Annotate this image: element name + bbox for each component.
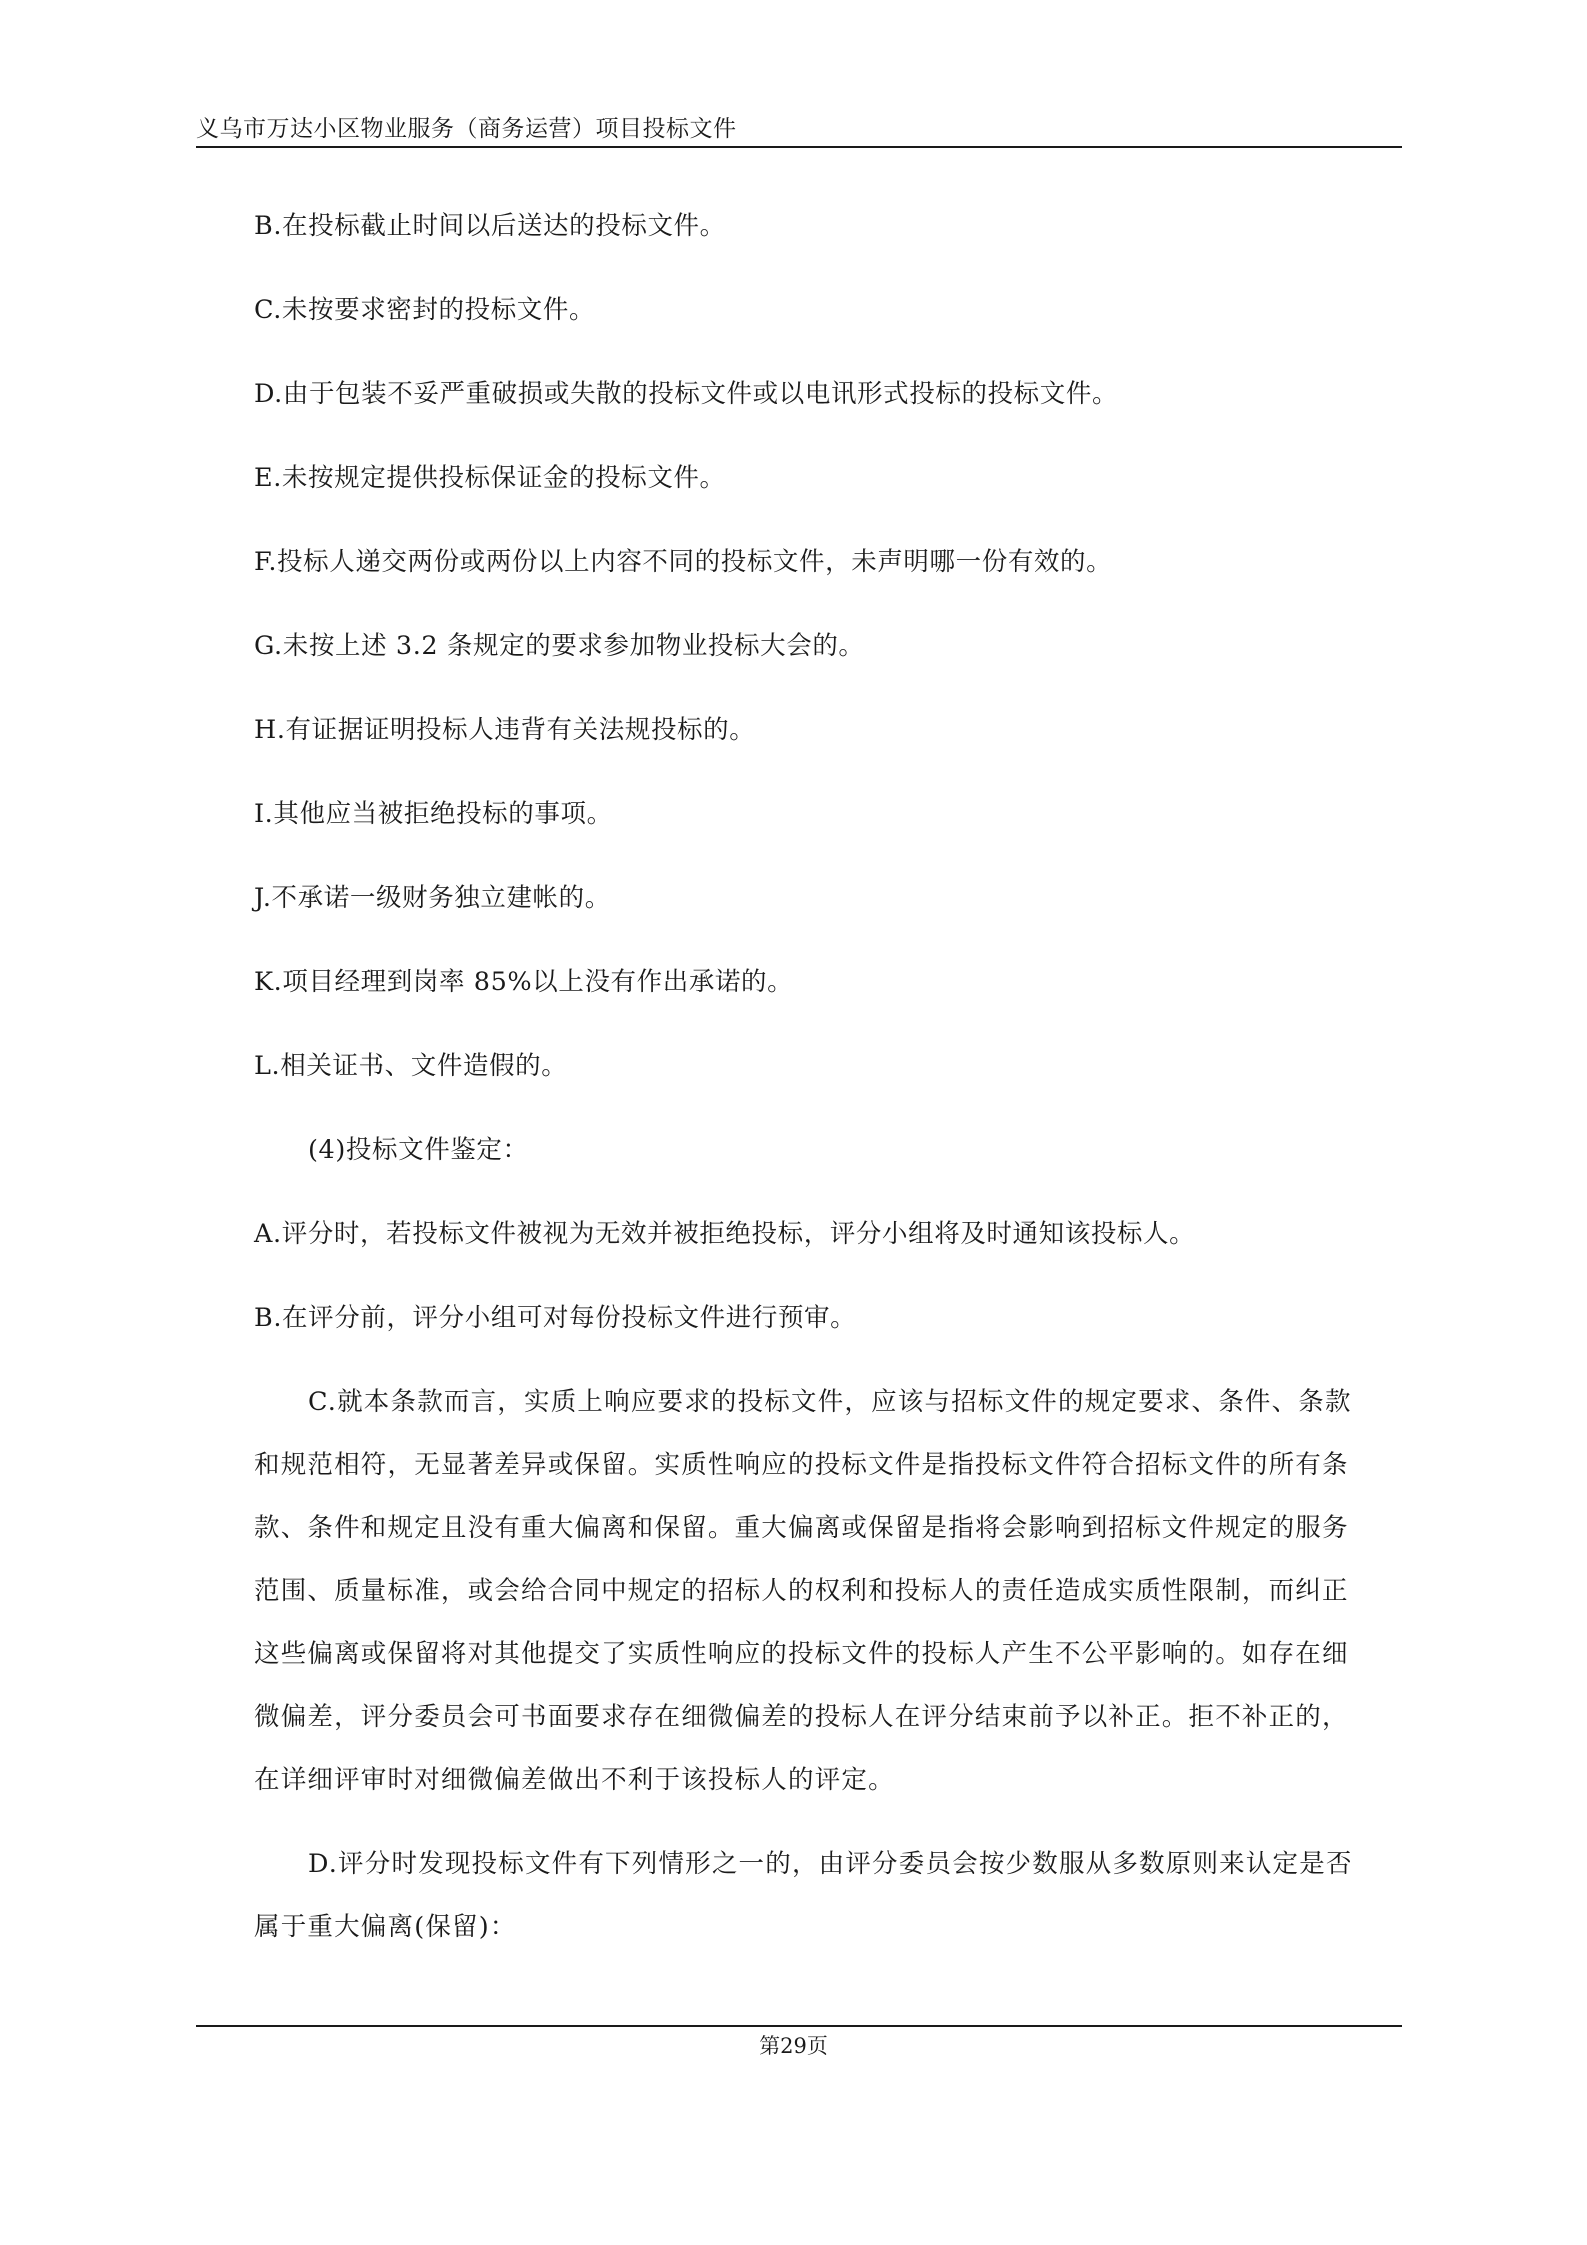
list-item: A.评分时，若投标文件被视为无效并被拒绝投标，评分小组将及时通知该投标人。 (254, 1219, 1196, 1249)
header-title: 义乌市万达小区物业服务（商务运营）项目投标文件 (196, 116, 737, 142)
list-item: L.相关证书、文件造假的。 (254, 1051, 568, 1081)
paragraph-line: 属于重大偏离(保留)： (254, 1912, 517, 1942)
list-item: F.投标人递交两份或两份以上内容不同的投标文件，未声明哪一份有效的。 (254, 547, 1113, 577)
list-item: I.其他应当被拒绝投标的事项。 (254, 799, 613, 829)
list-item: D.由于包装不妥严重破损或失散的投标文件或以电讯形式投标的投标文件。 (254, 379, 1119, 409)
paragraph-line: 微偏差，评分委员会可书面要求存在细微偏差的投标人在评分结束前予以补正。拒不补正的， (254, 1702, 1349, 1732)
list-item: G.未按上述 3.2 条规定的要求参加物业投标大会的。 (254, 631, 865, 661)
paragraph-line: D.评分时发现投标文件有下列情形之一的，由评分委员会按少数服从多数原则来认定是否 (308, 1849, 1353, 1879)
paragraph-line: 范围、质量标准，或会给合同中规定的招标人的权利和投标人的责任造成实质性限制，而纠正 (254, 1576, 1349, 1606)
paragraph-line: 和规范相符，无显著差异或保留。实质性响应的投标文件是指投标文件符合招标文件的所有条 (254, 1450, 1349, 1480)
paragraph-line: 这些偏离或保留将对其他提交了实质性响应的投标文件的投标人产生不公平影响的。如存在细 (254, 1639, 1349, 1669)
list-item: B.在评分前，评分小组可对每份投标文件进行预审。 (254, 1303, 857, 1333)
paragraph-line: 在详细评审时对细微偏差做出不利于该投标人的评定。 (254, 1765, 895, 1795)
list-item: K.项目经理到岗率 85%以上没有作出承诺的。 (254, 967, 794, 997)
list-item: C.未按要求密封的投标文件。 (254, 295, 596, 325)
footer-rule (196, 2025, 1402, 2027)
list-item: B.在投标截止时间以后送达的投标文件。 (254, 211, 726, 241)
paragraph-line: C.就本条款而言，实质上响应要求的投标文件，应该与招标文件的规定要求、条件、条款 (308, 1387, 1352, 1417)
list-item: H.有证据证明投标人违背有关法规投标的。 (254, 715, 756, 745)
list-item: E.未按规定提供投标保证金的投标文件。 (254, 463, 726, 493)
section-heading: (4)投标文件鉴定： (308, 1135, 529, 1165)
paragraph-line: 款、条件和规定且没有重大偏离和保留。重大偏离或保留是指将会影响到招标文件规定的服务 (254, 1513, 1349, 1543)
page-number: 第29页 (759, 2034, 828, 2058)
list-item: J.不承诺一级财务独立建帐的。 (254, 883, 611, 913)
page-header (196, 106, 1402, 148)
